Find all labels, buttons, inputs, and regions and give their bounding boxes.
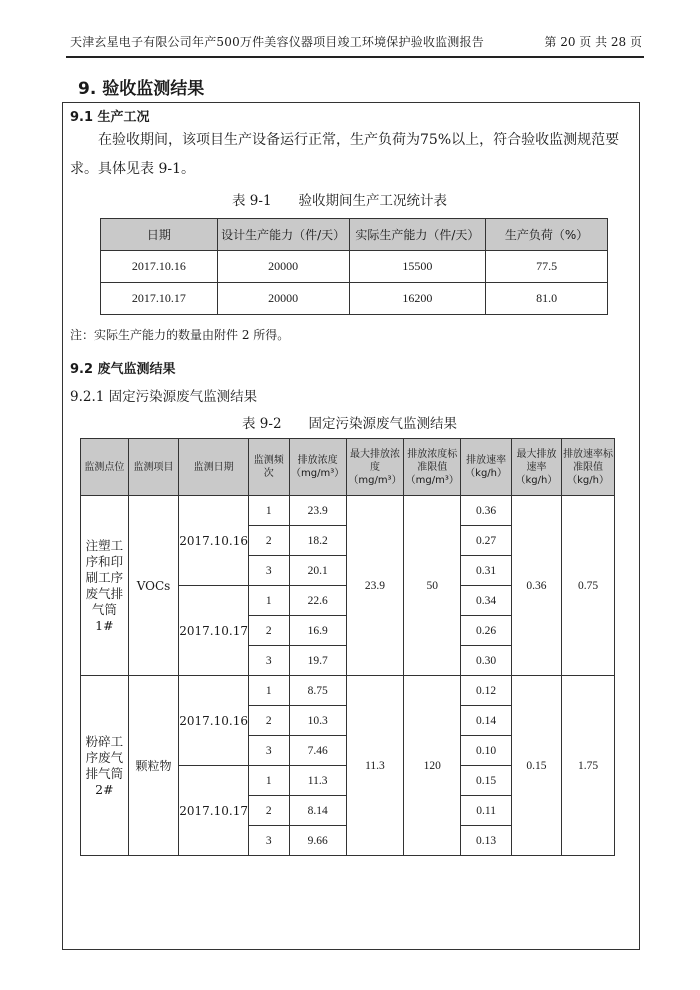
concentration-cell: 18.2 bbox=[289, 526, 346, 556]
column-header: 监测频次 bbox=[248, 439, 289, 496]
table2-caption: 表 9-2 固定污染源废气监测结果 bbox=[242, 416, 458, 432]
rate-cell: 0.11 bbox=[461, 796, 511, 826]
rate-limit-cell: 1.75 bbox=[562, 676, 615, 856]
frequency-cell: 1 bbox=[248, 766, 289, 796]
monitoring-location: 粉碎工序废气排气筒 2# bbox=[81, 676, 129, 856]
exhaust-sub-subtitle: 9.2.1 固定污染源废气监测结果 bbox=[70, 389, 258, 405]
frequency-cell: 2 bbox=[248, 616, 289, 646]
column-header: 日期 bbox=[101, 219, 218, 251]
production-subtitle: 9.1 生产工况 bbox=[70, 110, 150, 125]
rate-cell: 0.27 bbox=[461, 526, 511, 556]
monitoring-item: 颗粒物 bbox=[128, 676, 179, 856]
concentration-cell: 9.66 bbox=[289, 826, 346, 856]
rate-cell: 0.34 bbox=[461, 586, 511, 616]
concentration-cell: 7.46 bbox=[289, 736, 346, 766]
rate-cell: 0.12 bbox=[461, 676, 511, 706]
column-header: 排放速率（kg/h） bbox=[461, 439, 511, 496]
concentration-limit-cell: 50 bbox=[404, 496, 461, 676]
column-header: 排放速率标准限值（kg/h） bbox=[562, 439, 615, 496]
production-paragraph: 在验收期间，该项目生产设备运行正常，生产负荷为75%以上，符合验收监测规范要求。具体见表 9-1。 bbox=[70, 132, 620, 177]
column-header: 监测点位 bbox=[81, 439, 129, 496]
concentration-cell: 11.3 bbox=[289, 766, 346, 796]
frequency-cell: 3 bbox=[248, 736, 289, 766]
table-row bbox=[81, 496, 615, 526]
monitoring-item: VOCs bbox=[128, 496, 179, 676]
exhaust-table bbox=[80, 438, 615, 856]
column-header: 排放浓度标准限值（mg/m³） bbox=[404, 439, 461, 496]
rate-cell: 0.26 bbox=[461, 616, 511, 646]
max-concentration-cell: 23.9 bbox=[346, 496, 403, 676]
table-cell: 2017.10.17 bbox=[101, 283, 218, 315]
table-header-row bbox=[81, 439, 615, 496]
concentration-cell: 23.9 bbox=[289, 496, 346, 526]
frequency-cell: 1 bbox=[248, 586, 289, 616]
table-row bbox=[81, 676, 615, 706]
table-row bbox=[101, 251, 608, 283]
rate-limit-cell: 0.75 bbox=[562, 496, 615, 676]
max-rate-cell: 0.15 bbox=[511, 676, 561, 856]
exhaust-subtitle: 9.2 废气监测结果 bbox=[70, 362, 176, 377]
frequency-cell: 3 bbox=[248, 826, 289, 856]
monitoring-date: 2017.10.16 bbox=[179, 496, 249, 586]
column-header: 监测日期 bbox=[179, 439, 249, 496]
table-cell: 16200 bbox=[349, 283, 486, 315]
concentration-cell: 8.75 bbox=[289, 676, 346, 706]
concentration-cell: 19.7 bbox=[289, 646, 346, 676]
rate-cell: 0.13 bbox=[461, 826, 511, 856]
table-cell: 77.5 bbox=[486, 251, 608, 283]
header-divider bbox=[66, 56, 644, 58]
concentration-cell: 16.9 bbox=[289, 616, 346, 646]
rate-cell: 0.15 bbox=[461, 766, 511, 796]
monitoring-location: 注塑工序和印刷工序废气排气筒 1# bbox=[81, 496, 129, 676]
rate-cell: 0.10 bbox=[461, 736, 511, 766]
frequency-cell: 2 bbox=[248, 796, 289, 826]
table1-note: 注：实际生产能力的数量由附件 2 所得。 bbox=[70, 328, 290, 342]
table-row bbox=[101, 283, 608, 315]
frequency-cell: 2 bbox=[248, 706, 289, 736]
table-cell: 15500 bbox=[349, 251, 486, 283]
rate-cell: 0.31 bbox=[461, 556, 511, 586]
table1-caption: 表 9-1 验收期间生产工况统计表 bbox=[232, 193, 448, 209]
column-header: 最大排放速率（kg/h） bbox=[511, 439, 561, 496]
table-cell: 81.0 bbox=[486, 283, 608, 315]
table-cell: 20000 bbox=[217, 251, 349, 283]
concentration-cell: 8.14 bbox=[289, 796, 346, 826]
max-rate-cell: 0.36 bbox=[511, 496, 561, 676]
column-header: 排放浓度（mg/m³） bbox=[289, 439, 346, 496]
frequency-cell: 1 bbox=[248, 496, 289, 526]
production-table bbox=[100, 218, 608, 315]
column-header: 监测项目 bbox=[128, 439, 179, 496]
column-header: 最大排放浓度（mg/m³） bbox=[346, 439, 403, 496]
frequency-cell: 3 bbox=[248, 556, 289, 586]
concentration-cell: 22.6 bbox=[289, 586, 346, 616]
table-header-row bbox=[101, 219, 608, 251]
concentration-cell: 20.1 bbox=[289, 556, 346, 586]
monitoring-date: 2017.10.17 bbox=[179, 766, 249, 856]
rate-cell: 0.30 bbox=[461, 646, 511, 676]
column-header: 设计生产能力（件/天） bbox=[217, 219, 349, 251]
rate-cell: 0.36 bbox=[461, 496, 511, 526]
frequency-cell: 3 bbox=[248, 646, 289, 676]
concentration-cell: 10.3 bbox=[289, 706, 346, 736]
column-header: 实际生产能力（件/天） bbox=[349, 219, 486, 251]
frequency-cell: 1 bbox=[248, 676, 289, 706]
report-header-title: 天津玄星电子有限公司年产500万件美容仪器项目竣工环境保护验收监测报告 bbox=[70, 35, 484, 49]
table-cell: 20000 bbox=[217, 283, 349, 315]
column-header: 生产负荷（%） bbox=[486, 219, 608, 251]
monitoring-date: 2017.10.17 bbox=[179, 586, 249, 676]
table-cell: 2017.10.16 bbox=[101, 251, 218, 283]
rate-cell: 0.14 bbox=[461, 706, 511, 736]
frequency-cell: 2 bbox=[248, 526, 289, 556]
monitoring-date: 2017.10.16 bbox=[179, 676, 249, 766]
concentration-limit-cell: 120 bbox=[404, 676, 461, 856]
max-concentration-cell: 11.3 bbox=[346, 676, 403, 856]
page-number: 第 20 页 共 28 页 bbox=[544, 35, 642, 49]
section-title: 9. 验收监测结果 bbox=[78, 79, 205, 99]
